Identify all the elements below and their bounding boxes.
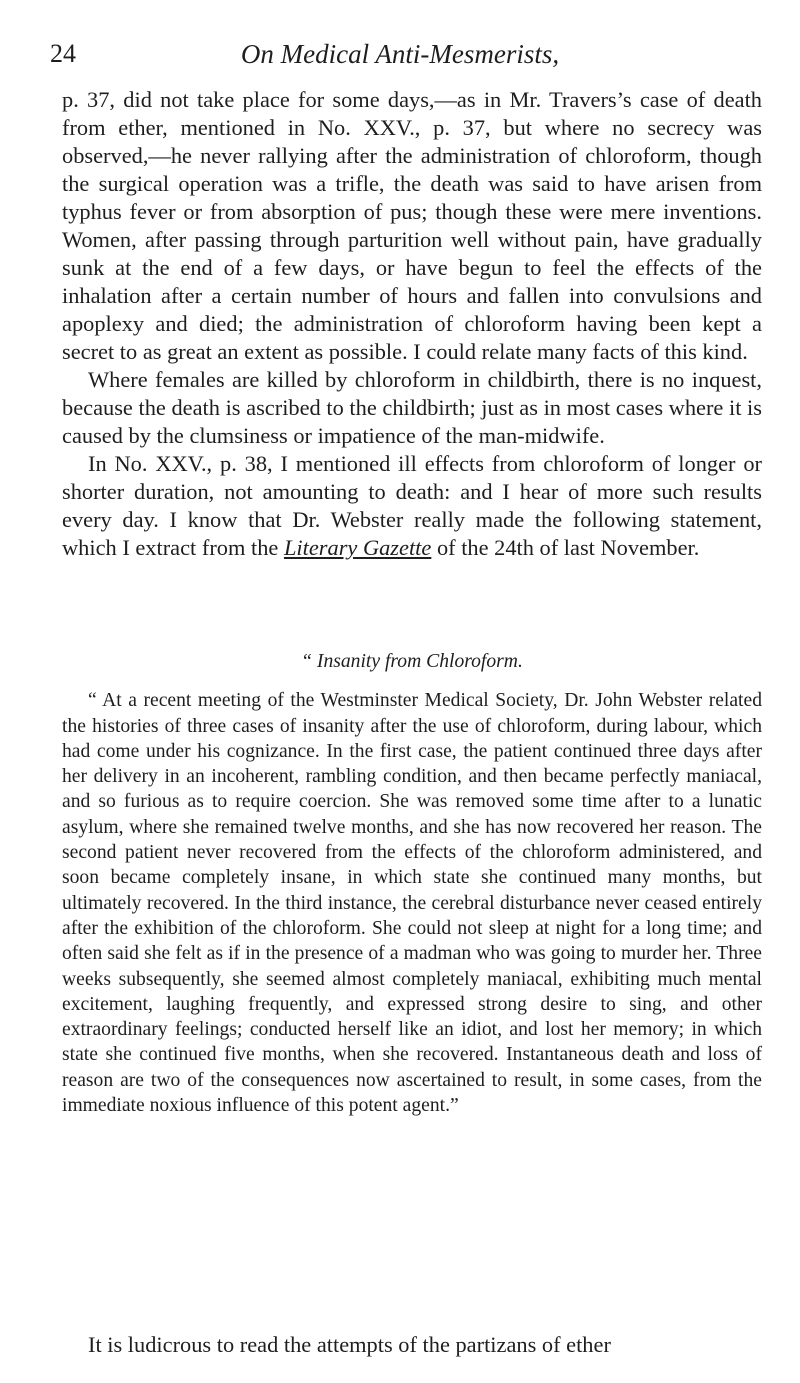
running-title: On Medical Anti-Mesmerists, <box>240 39 560 69</box>
main-text <box>62 86 762 562</box>
closing-line: It is ludicrous to read the attempts of the partizans of ether <box>88 1332 611 1357</box>
quote-heading: “ Insanity from Chloroform. <box>301 651 523 672</box>
paragraph-2: Where females are killed by chloroform in childbirth, there is no inquest, because the death is ascribed to the childbirth; just as in most cases where it is caused by the clumsiness or impatience of the man-midwife. <box>62 367 762 448</box>
quote-body: “ At a recent meeting of the Westminster Medical Society, Dr. John Webster related the histories of three cases of insanity after the use of chloroform, during labour, which had come under his cognizance. In the first case, the patient continued three days after her delivery in an incoherent, rambling condition, and then became perfectly maniacal, and so furious as to require coercion. She was removed some time after to a lunatic asylum, where she remained twelve months, and she has now recovered her reason. The second patient never recovered from the effects of the chloroform administered, and soon became completely insane, in which state she continued many months, but ultimately recovered. In the third instance, the cerebral disturbance never ceased entirely after the exhibition of the chloroform. She could not sleep at night for a long time; and often said she felt as if in the presence of a madman who was going to murder her. Three weeks subsequently, she seemed almost completely maniacal, exhibiting much mental excitement, laughing frequently, and expressed strong desire to sing, and other extraordinary feelings; conducted herself like an idiot, and lost her memory; in which state she continued five months, when she recovered. Instantaneous death and loss of reason are two of the consequences now ascertained to result, in some cases, from the immediate noxious influence of this potent agent.” <box>62 690 762 1117</box>
page-number: 24 <box>50 39 76 68</box>
quoted-extract <box>62 649 762 1118</box>
paragraph-3-text-end: of the 24th of last November. <box>431 535 700 560</box>
running-head <box>50 36 750 72</box>
paragraph-1: p. 37, did not take place for some days,—as in Mr. Travers’s case of death from ether, mentioned in No. XXV., p. 37, but where no secrecy was observed,—he never rallying after the administration of chloroform, though the surgical operation was a trifle, the death was said to have arisen from typhus fever or from absorption of pus; though these were mere inventions. Women, after passing through parturition well without pain, have gradually sunk at the end of a few days, or have begun to feel the effects of the inhalation after a certain number of hours and fallen into convulsions and apoplexy and died; the administration of chloroform having been kept a secret to as great an extent as possible. I could relate many facts of this kind. <box>62 87 762 364</box>
paragraph-3 <box>62 450 762 562</box>
paragraph-3-text-start: In No. XXV., p. 38, I mentioned ill effects from chloroform of longer or shorter duration, not amounting to death: and I hear of more such results every day. I know that Dr. Webster really made the following statement, which I extract from the <box>62 451 762 560</box>
publication-title: Literary Gazette <box>283 535 432 560</box>
